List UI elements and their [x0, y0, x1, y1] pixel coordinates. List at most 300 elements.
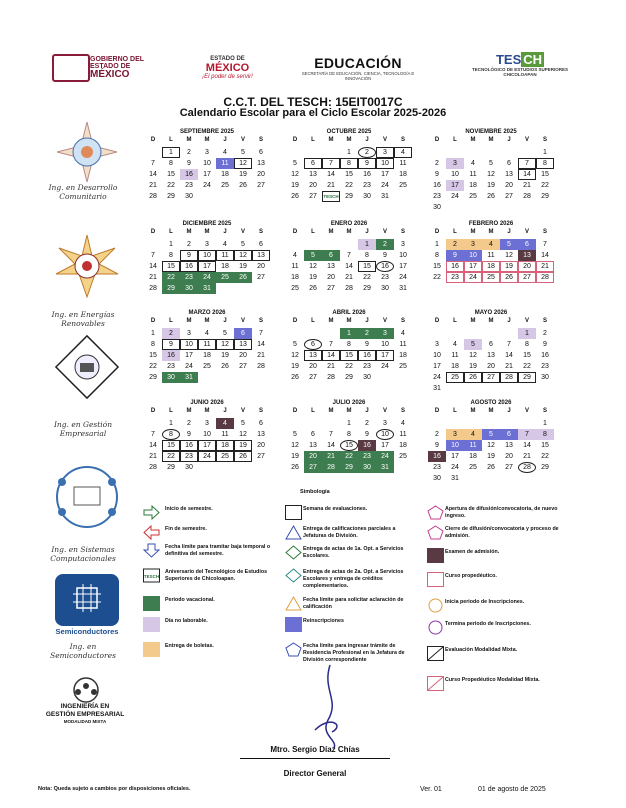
pentagon-blue-legend-icon — [285, 642, 302, 657]
day-cell: 31 — [198, 283, 216, 294]
day-cell: 31 — [376, 462, 394, 473]
week-row — [428, 158, 554, 169]
empty-day-cell — [340, 239, 358, 250]
empty-day-cell — [198, 462, 216, 473]
legend-label: Inicio de semestre. — [165, 506, 213, 512]
month-calendar — [428, 221, 554, 283]
day-cell: 2 — [446, 239, 464, 250]
legend-label: Inicia periodo de Inscripciones. — [445, 599, 525, 605]
day-cell: 7 — [518, 429, 536, 440]
career-gestion-line2: Empresarial — [59, 429, 107, 438]
day-cell: 22 — [149, 363, 157, 370]
gov-line3: MÉXICO — [90, 69, 130, 80]
day-cell: 13 — [257, 160, 265, 167]
day-cell: 7 — [151, 252, 155, 259]
footer-note: Nota: Queda sujeto a cambios por disposiciones oficiales. — [38, 786, 191, 792]
day-cell: 13 — [309, 442, 317, 449]
day-cell: 11 — [399, 341, 407, 348]
week-row — [144, 250, 270, 261]
weekday-label: D — [292, 408, 298, 414]
day-cell: 15 — [541, 442, 549, 449]
career-desarrollo-line1: Ing. en Desarrollo — [48, 183, 118, 192]
day-cell: 8 — [340, 158, 358, 169]
week-row — [428, 239, 554, 250]
day-cell: 6 — [304, 158, 322, 169]
week-row — [428, 372, 554, 383]
edomex-logo — [180, 56, 275, 82]
empty-day-cell — [252, 283, 270, 294]
week-row — [428, 180, 554, 191]
day-cell: 9 — [435, 171, 439, 178]
circle-orange-legend-icon — [427, 598, 444, 613]
weekday-label: V — [524, 137, 529, 143]
empty-day-cell — [518, 202, 536, 213]
weekday-label: J — [365, 137, 369, 143]
day-cell: 25 — [221, 182, 229, 189]
week-row — [428, 339, 554, 350]
week-row — [286, 350, 412, 361]
weekday-label: V — [382, 408, 387, 414]
week-row — [428, 191, 554, 202]
day-cell: 11 — [216, 158, 234, 169]
day-cell: 14 — [345, 263, 353, 270]
day-cell: 18 — [216, 440, 234, 451]
day-cell: 28 — [149, 464, 157, 471]
legend-label: Semana de evaluaciones. — [303, 506, 368, 512]
weekday-label: L — [453, 229, 457, 235]
day-cell: 10 — [451, 171, 459, 178]
weekday-label: M — [488, 408, 494, 414]
month-calendar — [428, 129, 554, 213]
week-row — [286, 147, 412, 158]
weekday-label: S — [400, 137, 405, 143]
day-cell: 24 — [399, 274, 407, 281]
legend-label: Aniversario del Tecnológico de Estudios Superiores de Chicoloapan. — [165, 569, 268, 582]
weekday-header — [144, 408, 270, 418]
day-cell: 24 — [185, 363, 193, 370]
week-row — [428, 169, 554, 180]
day-cell: 4 — [401, 330, 405, 337]
legend-label: Fecha límite para ingresar trámite de Residencia Profesional en la Jefatura de División correspondiente — [303, 643, 405, 663]
day-cell: 15 — [162, 440, 180, 451]
day-cell: 31 — [180, 372, 198, 383]
day-cell: 30 — [433, 475, 441, 482]
day-cell: 1 — [518, 328, 536, 339]
empty-day-cell — [518, 147, 536, 158]
educacion-logo — [298, 55, 418, 81]
week-row — [286, 283, 412, 294]
day-cell: 26 — [221, 363, 229, 370]
desarrollo-comunitario-icon — [55, 120, 119, 184]
month-title: JULIO 2026 — [332, 400, 366, 406]
day-cell: 27 — [304, 462, 322, 473]
empty-day-cell — [464, 418, 482, 429]
legend-label: Evaluación Modalidad Mixta. — [445, 647, 518, 653]
day-cell: 20 — [257, 263, 265, 270]
day-cell: 13 — [505, 171, 513, 178]
day-cell: 15 — [523, 352, 531, 359]
day-cell: 4 — [216, 418, 234, 429]
day-cell: 9 — [358, 158, 376, 169]
weekday-label: M — [186, 318, 192, 324]
day-cell: 26 — [239, 182, 247, 189]
day-cell: 22 — [162, 272, 180, 283]
empty-day-cell — [428, 328, 446, 339]
career-semiconductores — [28, 642, 138, 660]
day-cell: 11 — [216, 250, 234, 261]
day-cell: 1 — [358, 239, 376, 250]
day-cell: 1 — [151, 330, 155, 337]
week-row — [286, 169, 412, 180]
weekday-label: D — [150, 137, 156, 143]
day-cell: 28 — [518, 462, 536, 473]
day-cell: 30 — [363, 193, 371, 200]
circle-purple-legend-icon — [427, 620, 444, 635]
weekday-label: S — [258, 318, 263, 324]
semiconductores-logo-text: Semiconductores — [55, 627, 119, 636]
day-cell: 10 — [381, 341, 389, 348]
cct-title: C.C.T. DEL TESCH: 15EIT0017C — [223, 95, 403, 109]
week-row — [286, 272, 412, 283]
day-cell: 18 — [482, 261, 500, 272]
week-row — [428, 462, 554, 473]
day-cell: 27 — [505, 193, 513, 200]
week-row — [144, 283, 270, 294]
weekday-label: M — [204, 229, 210, 235]
empty-day-cell — [428, 418, 446, 429]
day-cell: 26 — [234, 272, 252, 283]
day-cell: 30 — [541, 374, 549, 381]
day-cell: 3 — [383, 420, 387, 427]
week-row — [286, 462, 412, 473]
day-cell: 27 — [257, 182, 265, 189]
week-row — [428, 451, 554, 462]
weekday-label: V — [382, 229, 387, 235]
week-row — [428, 202, 554, 213]
diag-black-legend-icon — [427, 646, 444, 661]
day-cell: 18 — [469, 453, 477, 460]
month-calendar — [286, 310, 412, 383]
day-cell: 17 — [381, 442, 389, 449]
day-cell: 18 — [399, 171, 407, 178]
day-cell: 8 — [536, 158, 554, 169]
weekday-label: S — [258, 229, 263, 235]
empty-day-cell — [518, 418, 536, 429]
day-cell: 21 — [523, 453, 531, 460]
day-cell: 17 — [198, 440, 216, 451]
day-cell: 7 — [322, 158, 340, 169]
week-row — [144, 239, 270, 250]
empty-day-cell — [234, 372, 252, 383]
day-cell: 26 — [487, 193, 495, 200]
day-cell: 3 — [205, 420, 209, 427]
empty-day-cell — [446, 328, 464, 339]
day-cell: 13 — [505, 442, 513, 449]
day-cell: 25 — [469, 193, 477, 200]
empty-day-cell — [464, 473, 482, 484]
weekday-label: M — [346, 408, 352, 414]
empty-day-cell — [394, 372, 412, 383]
week-row — [286, 372, 412, 383]
week-row — [144, 158, 270, 169]
diamond-teal-legend-icon — [285, 568, 302, 583]
weekday-label: V — [240, 408, 245, 414]
weekday-label: D — [434, 229, 440, 235]
weekday-label: L — [169, 318, 173, 324]
gestion-empresarial-icon — [55, 335, 119, 399]
day-cell: 26 — [291, 374, 299, 381]
day-cell: 7 — [329, 341, 333, 348]
day-cell: 6 — [234, 328, 252, 339]
day-cell: 12 — [487, 442, 495, 449]
weekday-label: V — [382, 318, 387, 324]
energias-renovables-icon — [55, 234, 119, 298]
week-row — [144, 462, 270, 473]
weekday-header — [428, 318, 554, 328]
empty-day-cell — [216, 283, 234, 294]
day-cell: 7 — [329, 431, 333, 438]
day-cell: 21 — [149, 453, 157, 460]
empty-day-cell — [464, 328, 482, 339]
month-title: ENERO 2026 — [330, 221, 368, 227]
career-sistemas-line1: Ing. en Sistemas — [51, 545, 115, 554]
day-cell: 27 — [309, 193, 317, 200]
semiconductores-logo — [55, 574, 119, 626]
day-cell: 5 — [489, 160, 493, 167]
day-cell: 3 — [205, 241, 209, 248]
week-row — [286, 158, 412, 169]
empty-day-cell — [234, 462, 252, 473]
day-cell: 19 — [487, 182, 495, 189]
day-cell: 4 — [471, 160, 475, 167]
edomex-slogan: ¡El poder de servir! — [202, 74, 253, 80]
svg-text:TESCH: TESCH — [143, 574, 160, 579]
legend-label: Cierre de difusión/convocatoria y proceso de admisión. — [445, 526, 559, 539]
day-cell: 8 — [151, 341, 155, 348]
week-row — [144, 169, 270, 180]
career-desarrollo-line2: Comunitario — [59, 192, 107, 201]
version: Ver. 01 — [420, 786, 442, 793]
day-cell: 25 — [399, 453, 407, 460]
month-title: MAYO 2026 — [474, 310, 508, 316]
day-cell: 12 — [216, 339, 234, 350]
exam-legend-icon — [427, 548, 444, 563]
day-cell: 19 — [239, 263, 247, 270]
weekday-label: J — [365, 229, 369, 235]
day-cell: 23 — [180, 272, 198, 283]
sep-subtitle: SECRETARÍA DE EDUCACIÓN, CIENCIA, TECNOLOGÍA E INNOVACIÓN — [301, 71, 415, 81]
week-row — [144, 339, 270, 350]
day-cell: 11 — [464, 440, 482, 451]
day-cell: 7 — [259, 330, 263, 337]
signature-icon — [300, 660, 360, 750]
day-cell: 10 — [464, 250, 482, 261]
day-cell: 14 — [322, 350, 340, 361]
gobierno-shield-icon — [52, 54, 90, 82]
day-cell: 21 — [523, 182, 531, 189]
weekday-label: D — [434, 318, 440, 324]
day-cell: 29 — [340, 462, 358, 473]
weekday-label: J — [507, 137, 511, 143]
day-cell: 23 — [433, 464, 441, 471]
day-cell: 21 — [536, 261, 554, 272]
arrow-down-legend-icon — [143, 543, 160, 558]
day-cell: 20 — [239, 352, 247, 359]
day-cell: 28 — [345, 285, 353, 292]
day-cell: 9 — [162, 339, 180, 350]
day-cell: 22 — [162, 451, 180, 462]
day-cell: 26 — [464, 372, 482, 383]
day-cell: 6 — [311, 431, 315, 438]
weekday-label: M — [346, 318, 352, 324]
day-cell: 4 — [223, 149, 227, 156]
day-cell: 8 — [162, 429, 180, 440]
weekday-label: M — [470, 229, 476, 235]
day-cell: 30 — [180, 283, 198, 294]
weekday-label: M — [488, 229, 494, 235]
weekday-label: M — [186, 229, 192, 235]
triangle-legend-icon — [285, 525, 302, 540]
day-cell: 9 — [543, 341, 547, 348]
day-cell: 7 — [543, 241, 547, 248]
empty-day-cell — [500, 328, 518, 339]
day-cell: 4 — [205, 330, 209, 337]
weekday-label: L — [453, 408, 457, 414]
day-cell: 19 — [291, 453, 299, 460]
day-cell: 24 — [381, 182, 389, 189]
weekday-label: V — [240, 229, 245, 235]
weekday-header — [286, 229, 412, 239]
day-cell: 19 — [291, 182, 299, 189]
day-cell: 23 — [363, 363, 371, 370]
day-cell: 17 — [198, 261, 216, 272]
day-cell: 25 — [399, 363, 407, 370]
day-cell: 19 — [221, 352, 229, 359]
day-cell: 14 — [327, 442, 335, 449]
gobierno-estado-mexico-logo — [52, 54, 162, 82]
day-cell: 28 — [500, 372, 518, 383]
day-cell: 12 — [309, 263, 317, 270]
day-cell: 18 — [203, 352, 211, 359]
day-cell: 28 — [536, 272, 554, 283]
day-cell: 20 — [327, 274, 335, 281]
week-row — [428, 350, 554, 361]
legend-label: Examen de admisión. — [445, 549, 500, 555]
weekday-label: L — [169, 229, 173, 235]
day-cell: 21 — [505, 363, 513, 370]
week-row — [286, 328, 412, 339]
day-cell: 27 — [309, 374, 317, 381]
weekday-header — [286, 137, 412, 147]
day-cell: 6 — [259, 241, 263, 248]
empty-day-cell — [500, 473, 518, 484]
weekday-label: D — [434, 137, 440, 143]
day-cell: 17 — [446, 180, 464, 191]
month-calendar — [144, 129, 270, 202]
day-cell: 3 — [435, 341, 439, 348]
empty-day-cell — [322, 418, 340, 429]
day-cell: 16 — [162, 350, 180, 361]
day-cell: 18 — [221, 171, 229, 178]
day-cell: 17 — [464, 261, 482, 272]
week-row — [144, 350, 270, 361]
weekday-label: V — [240, 318, 245, 324]
day-cell: TESCH — [322, 191, 340, 202]
month-title: OCTUBRE 2025 — [326, 129, 372, 135]
week-row — [286, 250, 412, 261]
weekday-label: S — [542, 229, 547, 235]
empty-day-cell — [252, 462, 270, 473]
day-cell: 12 — [487, 171, 495, 178]
day-cell: 16 — [358, 350, 376, 361]
day-cell: 23 — [180, 451, 198, 462]
weekday-label: M — [204, 318, 210, 324]
day-cell: 18 — [469, 182, 477, 189]
day-cell: 19 — [500, 261, 518, 272]
day-cell: 29 — [149, 374, 157, 381]
day-cell: 28 — [523, 193, 531, 200]
weekday-label: S — [400, 408, 405, 414]
empty-day-cell — [500, 147, 518, 158]
day-cell: 28 — [257, 363, 265, 370]
weekday-header — [428, 137, 554, 147]
empty-day-cell — [482, 473, 500, 484]
day-cell: 25 — [482, 272, 500, 283]
day-cell: 5 — [241, 241, 245, 248]
weekday-label: J — [365, 318, 369, 324]
day-cell: 4 — [482, 239, 500, 250]
week-row — [144, 372, 270, 383]
month-title: MARZO 2026 — [188, 310, 226, 316]
day-cell: 3 — [464, 239, 482, 250]
empty-day-cell — [252, 372, 270, 383]
empty-day-cell — [216, 372, 234, 383]
week-row — [428, 250, 554, 261]
tesch-sub2: CHICOLOAPAN — [503, 72, 537, 77]
day-cell: 3 — [446, 429, 464, 440]
day-cell: 24 — [203, 182, 211, 189]
day-cell: 14 — [327, 171, 335, 178]
day-cell: 16 — [376, 261, 394, 272]
square-legend-icon — [285, 505, 302, 520]
day-cell: 5 — [293, 431, 297, 438]
day-cell: 27 — [482, 372, 500, 383]
legend-label: Curso propedéutico. — [445, 573, 497, 579]
weekday-label: M — [328, 408, 334, 414]
weekday-header — [428, 408, 554, 418]
day-cell: 21 — [257, 352, 265, 359]
career-energias-line2: Renovables — [61, 319, 105, 328]
day-cell: 5 — [293, 160, 297, 167]
day-cell: 8 — [169, 252, 173, 259]
career-semi-line1: Ing. en — [69, 642, 97, 651]
day-cell: 9 — [446, 250, 464, 261]
month-title: DICIEMBRE 2025 — [182, 221, 232, 227]
week-row — [428, 473, 554, 484]
empty-day-cell — [518, 473, 536, 484]
nol-legend-icon — [143, 617, 160, 632]
weekday-label: M — [328, 229, 334, 235]
empty-day-cell — [286, 328, 304, 339]
day-cell: 19 — [469, 363, 477, 370]
empty-day-cell — [482, 202, 500, 213]
day-cell: 23 — [167, 363, 175, 370]
day-cell: 21 — [327, 182, 335, 189]
legend-title: Simbología — [300, 489, 330, 495]
day-cell: 7 — [151, 160, 155, 167]
empty-day-cell — [500, 418, 518, 429]
day-cell: 22 — [363, 274, 371, 281]
